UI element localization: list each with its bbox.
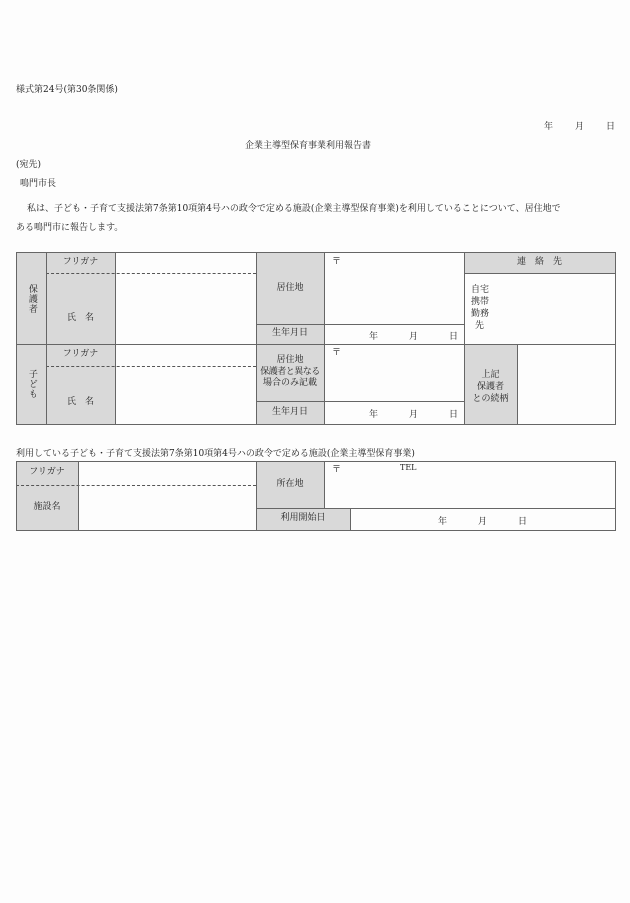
dashed-divider <box>46 366 256 367</box>
child-name-input[interactable] <box>115 366 256 424</box>
table-border <box>16 252 17 425</box>
date-year-label: 年 <box>544 122 554 132</box>
facility-name-input[interactable] <box>78 485 256 530</box>
contact-input[interactable] <box>464 273 615 344</box>
month-label: 月 <box>409 332 419 342</box>
dashed-divider <box>16 485 256 486</box>
guardian-address-label: 居住地 <box>256 253 324 324</box>
table-border <box>16 461 17 531</box>
table-border <box>78 461 79 531</box>
table-border <box>46 252 47 425</box>
tel-label: TEL <box>400 463 417 472</box>
table-border <box>324 252 325 425</box>
table-border <box>324 461 325 508</box>
year-label: 年 <box>369 332 379 342</box>
guardian-birthdate-input[interactable] <box>324 324 464 344</box>
month-label: 月 <box>409 410 419 420</box>
table-border <box>615 461 616 531</box>
child-name-label: 氏 名 <box>46 366 115 424</box>
guardian-label-cell <box>16 253 46 344</box>
body-text-line1: 私は、子ども・子育て支援法第7条第10項第4号ハの政令で定める施設(企業主導型保育事業)を利用していることについて、居住地で <box>27 204 561 214</box>
year-label: 年 <box>369 410 379 420</box>
guardian-label: 保護者 <box>26 283 37 314</box>
postal-mark: 〒 <box>332 257 342 267</box>
body-text-line2: ある鳴門市に報告します。 <box>16 223 124 233</box>
facility-furigana-label: フリガナ <box>16 461 78 485</box>
table-border <box>256 324 464 325</box>
contact-types: 自宅 携帯 勤務 先 <box>471 285 490 331</box>
day-label: 日 <box>449 410 459 420</box>
table-border <box>256 461 257 531</box>
child-address-input[interactable] <box>324 344 464 401</box>
relation-label: 上記 保護者 との続柄 <box>464 344 517 424</box>
table-border <box>16 252 616 253</box>
table-border <box>517 344 518 425</box>
child-label-cell <box>16 344 46 424</box>
facility-location-label: 所在地 <box>256 461 324 508</box>
month-label: 月 <box>478 517 488 527</box>
date-day-label: 日 <box>606 122 616 132</box>
child-furigana-label: フリガナ <box>46 344 115 366</box>
facility-name-label: 施設名 <box>16 485 78 530</box>
table-border <box>256 401 464 402</box>
day-label: 日 <box>518 517 528 527</box>
guardian-name-input[interactable] <box>115 273 256 344</box>
guardian-furigana-input[interactable] <box>115 253 256 273</box>
postal-mark: 〒 <box>332 348 342 358</box>
table-border <box>16 344 616 345</box>
child-address-label: 居住地 保護者と異なる 場合のみ記載 <box>256 344 324 401</box>
facility-location-input[interactable] <box>324 461 615 508</box>
contact-header: 連 絡 先 <box>464 253 615 273</box>
table-border <box>256 508 616 509</box>
table-border <box>256 252 257 425</box>
relation-input[interactable] <box>517 344 615 424</box>
start-date-label: 利用開始日 <box>256 508 350 530</box>
table-border <box>350 508 351 531</box>
child-birthdate-label: 生年月日 <box>256 401 324 424</box>
child-furigana-input[interactable] <box>115 344 256 366</box>
table-border <box>615 252 616 425</box>
child-label: 子ども <box>26 369 37 399</box>
guardian-furigana-label: フリガナ <box>46 253 115 273</box>
facility-caption: 利用している子ども・子育て支援法第7条第10項第4号ハの政令で定める施設(企業主導型保育事業) <box>16 449 415 459</box>
dashed-divider <box>46 273 256 274</box>
start-date-input[interactable] <box>350 508 615 530</box>
guardian-name-label: 氏 名 <box>46 273 115 344</box>
table-border <box>16 530 616 531</box>
postal-mark: 〒 <box>332 465 342 475</box>
addressee: 鳴門市長 <box>20 179 57 189</box>
facility-furigana-input[interactable] <box>78 461 256 485</box>
table-border <box>464 252 465 425</box>
page-title: 企業主導型保育事業利用報告書 <box>245 141 372 151</box>
guardian-birthdate-label: 生年月日 <box>256 324 324 344</box>
table-border <box>115 252 116 425</box>
guardian-address-input[interactable] <box>324 253 464 324</box>
table-border <box>464 273 616 274</box>
form-number: 様式第24号(第30条関係) <box>16 85 118 95</box>
day-label: 日 <box>449 332 459 342</box>
year-label: 年 <box>438 517 448 527</box>
child-birthdate-input[interactable] <box>324 401 464 424</box>
table-border <box>16 461 616 462</box>
table-border <box>16 424 616 425</box>
addressee-label: (宛先) <box>16 160 42 170</box>
date-month-label: 月 <box>575 122 585 132</box>
